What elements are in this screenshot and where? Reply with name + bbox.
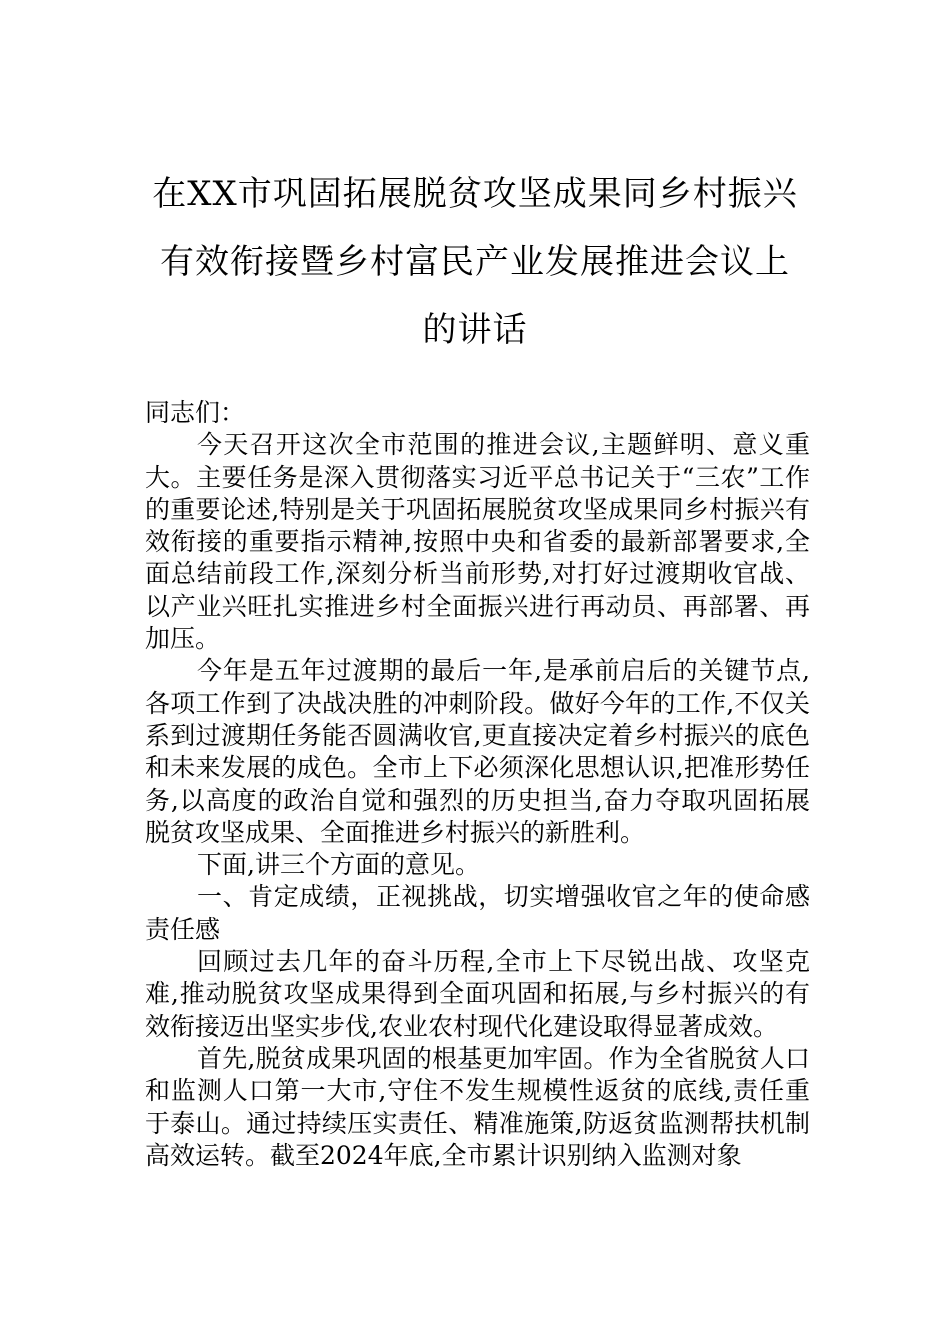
paragraph-first-point: 首先,脱贫成果巩固的根基更加牢固。作为全省脱贫人口和监测人口第一大市,守住不发生规模性返贫的底线,责任重于泰山。通过持续压实责任、精准施策,防返贫监测帮扶机制高效运转。截至2024年底,全市累计识别纳入监测对象 — [145, 1043, 810, 1170]
title-line-1: 在XX市巩固拓展脱贫攻坚成果同乡村振兴 — [152, 174, 798, 214]
document-body — [145, 397, 810, 1172]
title-line-3: 的讲话 — [422, 310, 528, 350]
section-heading-1: 一、肯定成绩，正视挑战，切实增强收官之年的使命感责任感 — [145, 882, 810, 944]
paragraph-intro: 今天召开这次全市范围的推进会议,主题鲜明、意义重大。主要任务是深入贯彻落实习近平总书记关于“三农”工作的重要论述,特别是关于巩固拓展脱贫攻坚成果同乡村振兴有效衔接的重要指示精神,按照中央和省委的最新部署要求,全面总结前段工作,深刻分析当前形势,对打好过渡期收官战、以产业兴旺扎实推进乡村全面振兴进行再动员、再部署、再加压。 — [145, 430, 810, 654]
paragraph-context: 今年是五年过渡期的最后一年,是承前启后的关键节点,各项工作到了决战决胜的冲刺阶段。做好今年的工作,不仅关系到过渡期任务能否圆满收官,更直接决定着乡村振兴的底色和未来发展的成色。全市上下必须深化思想认识,把准形势任务,以高度的政治自觉和强烈的历史担当,奋力夺取巩固拓展脱贫攻坚成果、全面推进乡村振兴的新胜利。 — [145, 656, 810, 847]
document-title — [120, 160, 830, 364]
paragraph-outline: 下面,讲三个方面的意见。 — [197, 850, 480, 880]
title-line-2: 有效衔接暨乡村富民产业发展推进会议上 — [160, 242, 790, 282]
paragraph-review: 回顾过去几年的奋斗历程,全市上下尽锐出战、攻坚克难,推动脱贫攻坚成果得到全面巩固和拓展,与乡村振兴的有效衔接迈出坚实步伐,农业农村现代化建设取得显著成效。 — [145, 947, 810, 1041]
salutation: 同志们： — [145, 398, 246, 427]
